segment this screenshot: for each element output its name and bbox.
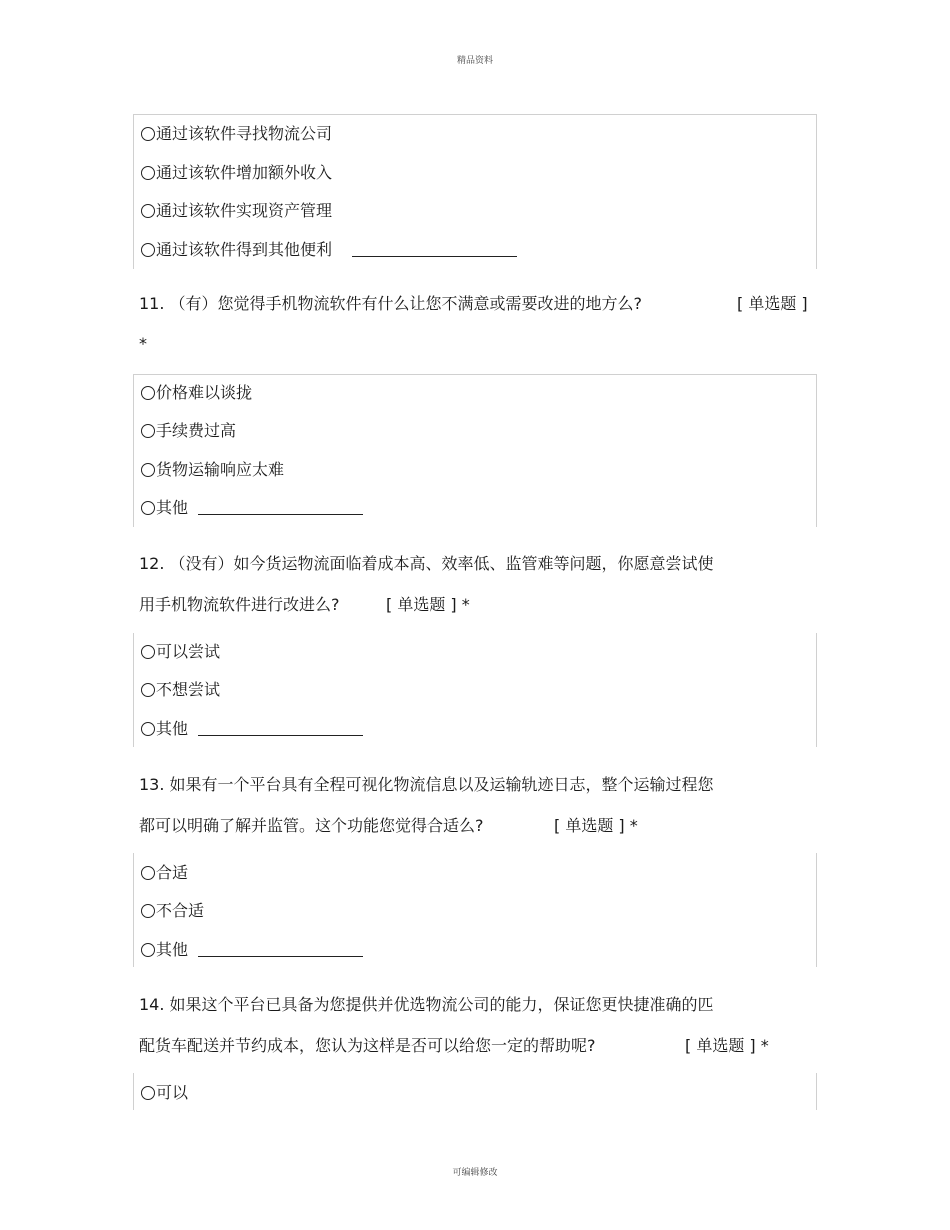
radio-icon[interactable] [141,501,155,515]
option-item[interactable]: 通过该软件寻找物流公司 [141,124,332,144]
radio-icon[interactable] [141,683,155,697]
radio-icon[interactable] [141,243,155,257]
question-11-text: 11. （有）您觉得手机物流软件有什么让您不满意或需要改进的地方么? [139,294,643,313]
question-14-type-tag: [ 单选题 ] * [685,1036,769,1055]
option-item[interactable]: 不想尝试 [141,680,220,700]
option-item[interactable]: 货物运输响应太难 [141,460,284,480]
option-item[interactable]: 价格难以谈拢 [141,383,252,403]
q13-options-box [133,853,817,967]
other-blank-field[interactable] [198,721,363,736]
radio-icon[interactable] [141,424,155,438]
option-item-other[interactable]: 其他 [141,940,363,960]
question-12-line1: 12. （没有）如今货运物流面临着成本高、效率低、监管难等问题，你愿意尝试使 [139,554,714,573]
radio-icon[interactable] [141,166,155,180]
q10-options-box [133,114,817,269]
question-14-line1: 14. 如果这个平台已具备为您提供并优选物流公司的能力，保证您更快捷准确的匹 [139,995,714,1014]
radio-icon[interactable] [141,386,155,400]
radio-icon[interactable] [141,127,155,141]
q12-options-box [133,633,817,747]
option-item-other[interactable]: 通过该软件得到其他便利 [141,240,517,260]
question-13-type-tag: [ 单选题 ] * [554,816,638,835]
question-14-line2: 配货车配送并节约成本，您认为这样是否可以给您一定的帮助呢? [139,1036,596,1055]
radio-icon[interactable] [141,904,155,918]
other-blank-field[interactable] [198,500,363,515]
radio-icon[interactable] [141,645,155,659]
page-footer: 可编辑修改 [452,1168,498,1178]
option-item[interactable]: 不合适 [141,901,204,921]
question-12-line2: 用手机物流软件进行改进么? [139,595,340,614]
option-item[interactable]: 可以 [141,1083,188,1103]
question-13-line2: 都可以明确了解并监管。这个功能您觉得合适么? [139,816,484,835]
other-blank-field[interactable] [198,942,363,957]
radio-icon[interactable] [141,722,155,736]
required-mark: * [139,334,147,353]
page-header: 精品资料 [456,56,493,66]
option-item[interactable]: 合适 [141,863,188,883]
radio-icon[interactable] [141,204,155,218]
radio-icon[interactable] [141,1086,155,1100]
radio-icon[interactable] [141,463,155,477]
option-item[interactable]: 可以尝试 [141,642,220,662]
radio-icon[interactable] [141,866,155,880]
q14-options-box [133,1073,817,1110]
question-12-type-tag: [ 单选题 ] * [386,595,470,614]
option-item-other[interactable]: 其他 [141,719,363,739]
question-13-line1: 13. 如果有一个平台具有全程可视化物流信息以及运输轨迹日志，整个运输过程您 [139,775,714,794]
option-item[interactable]: 手续费过高 [141,421,236,441]
option-item-other[interactable]: 其他 [141,498,363,518]
other-blank-field[interactable] [352,242,517,257]
q11-options-box [133,374,817,527]
radio-icon[interactable] [141,943,155,957]
option-item[interactable]: 通过该软件实现资产管理 [141,201,332,221]
question-11-type-tag: [ 单选题 ] [737,294,808,313]
option-item[interactable]: 通过该软件增加额外收入 [141,163,332,183]
